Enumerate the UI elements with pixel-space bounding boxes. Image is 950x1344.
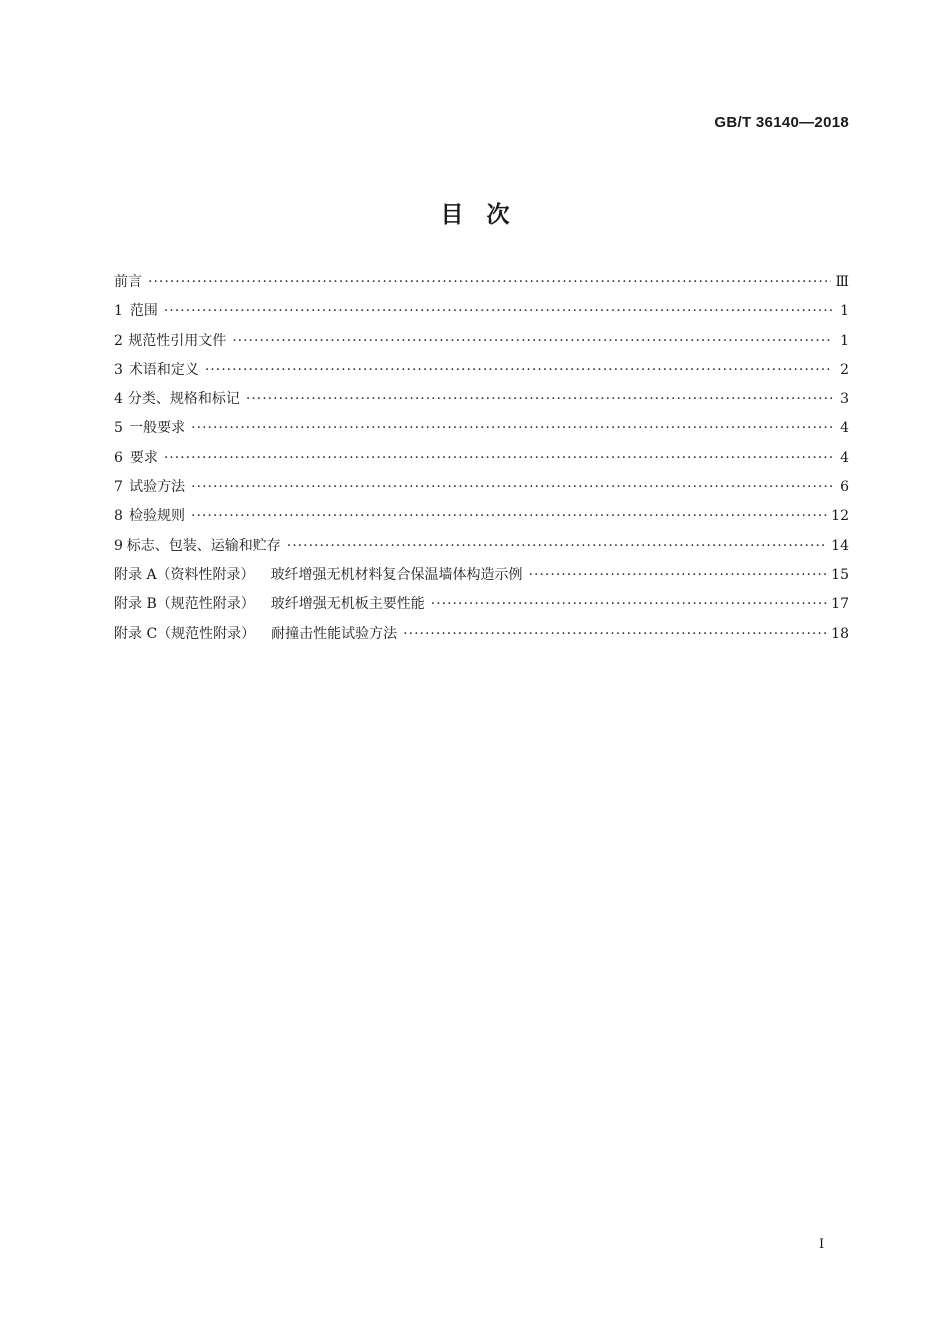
table-of-contents [114, 271, 849, 652]
toc-entry-label: 标志、包装、运输和贮存 [126, 537, 281, 554]
toc-entry-number: 3 [114, 361, 123, 378]
toc-entry-annex-a[interactable] [114, 564, 849, 593]
toc-entry-label: 范围 [129, 303, 158, 320]
toc-entry-7[interactable] [114, 476, 849, 505]
toc-entry-foreword[interactable] [114, 271, 849, 300]
toc-entry-number: 8 [114, 508, 123, 525]
toc-entry-page: 2 [840, 361, 849, 378]
toc-entry-label: 前言 [114, 274, 142, 290]
toc-annex-label: 附录 C（规范性附录） [114, 625, 256, 642]
toc-annex-label: 附录 B（规范性附录） [114, 596, 255, 613]
toc-leader-dots [164, 303, 833, 319]
toc-entry-8[interactable] [114, 505, 849, 534]
toc-annex-title: 耐撞击性能试验方法 [271, 625, 398, 642]
standard-number: GB/T 36140—2018 [714, 114, 849, 131]
toc-entry-5[interactable] [114, 417, 849, 446]
toc-entry-number: 4 [114, 391, 123, 408]
toc-entry-number: 1 [114, 303, 123, 320]
toc-entry-number: 5 [114, 420, 123, 437]
toc-entry-page: 18 [831, 625, 849, 642]
page-number: Ⅰ [819, 1237, 825, 1252]
toc-entry-label: 一般要求 [129, 420, 186, 437]
toc-entry-1[interactable] [114, 300, 849, 329]
toc-annex-title: 玻纤增强无机材料复合保温墙体构造示例 [270, 566, 523, 583]
toc-entry-page: Ⅲ [835, 274, 849, 290]
toc-entry-number: 2 [114, 332, 123, 349]
toc-entry-3[interactable] [114, 359, 849, 388]
toc-entry-2[interactable] [114, 330, 849, 359]
toc-entry-page: 1 [840, 332, 849, 349]
toc-entry-page: 3 [840, 391, 849, 408]
toc-annex-title: 玻纤增强无机板主要性能 [270, 596, 425, 613]
toc-entry-page: 15 [831, 566, 849, 583]
toc-entry-label: 试验方法 [129, 479, 186, 496]
toc-entry-6[interactable] [114, 447, 849, 476]
toc-leader-dots [287, 538, 827, 554]
toc-entry-label: 要求 [129, 449, 158, 466]
toc-leader-dots [431, 596, 827, 612]
toc-entry-number: 7 [114, 479, 123, 496]
toc-leader-dots [148, 274, 831, 290]
toc-entry-annex-b[interactable] [114, 593, 849, 622]
toc-entry-page: 17 [831, 596, 849, 613]
toc-entry-label: 规范性引用文件 [128, 332, 227, 349]
toc-entry-page: 6 [840, 479, 849, 496]
toc-annex-label: 附录 A（资料性附录） [114, 566, 255, 583]
toc-leader-dots [232, 333, 833, 349]
toc-entry-page: 1 [840, 303, 849, 320]
toc-leader-dots [403, 626, 827, 642]
toc-leader-dots [246, 391, 833, 407]
toc-entry-page: 14 [831, 537, 849, 554]
toc-entry-page: 12 [831, 508, 849, 525]
toc-leader-dots [529, 567, 828, 583]
toc-entry-number: 6 [114, 449, 123, 466]
toc-entry-page: 4 [840, 420, 849, 437]
toc-entry-label: 检验规则 [129, 508, 186, 525]
toc-leader-dots [191, 508, 827, 524]
toc-entry-page: 4 [840, 449, 849, 466]
toc-entry-9[interactable] [114, 535, 849, 564]
toc-leader-dots [205, 362, 833, 378]
page-title: 目 次 [440, 202, 510, 228]
toc-entry-4[interactable] [114, 388, 849, 417]
toc-leader-dots [191, 479, 833, 495]
toc-entry-label: 分类、规格和标记 [127, 391, 240, 408]
toc-entry-annex-c[interactable] [114, 623, 849, 652]
toc-entry-label: 术语和定义 [128, 361, 199, 378]
toc-entry-number: 9 [114, 537, 123, 554]
toc-leader-dots [191, 420, 833, 436]
toc-leader-dots [164, 450, 833, 466]
